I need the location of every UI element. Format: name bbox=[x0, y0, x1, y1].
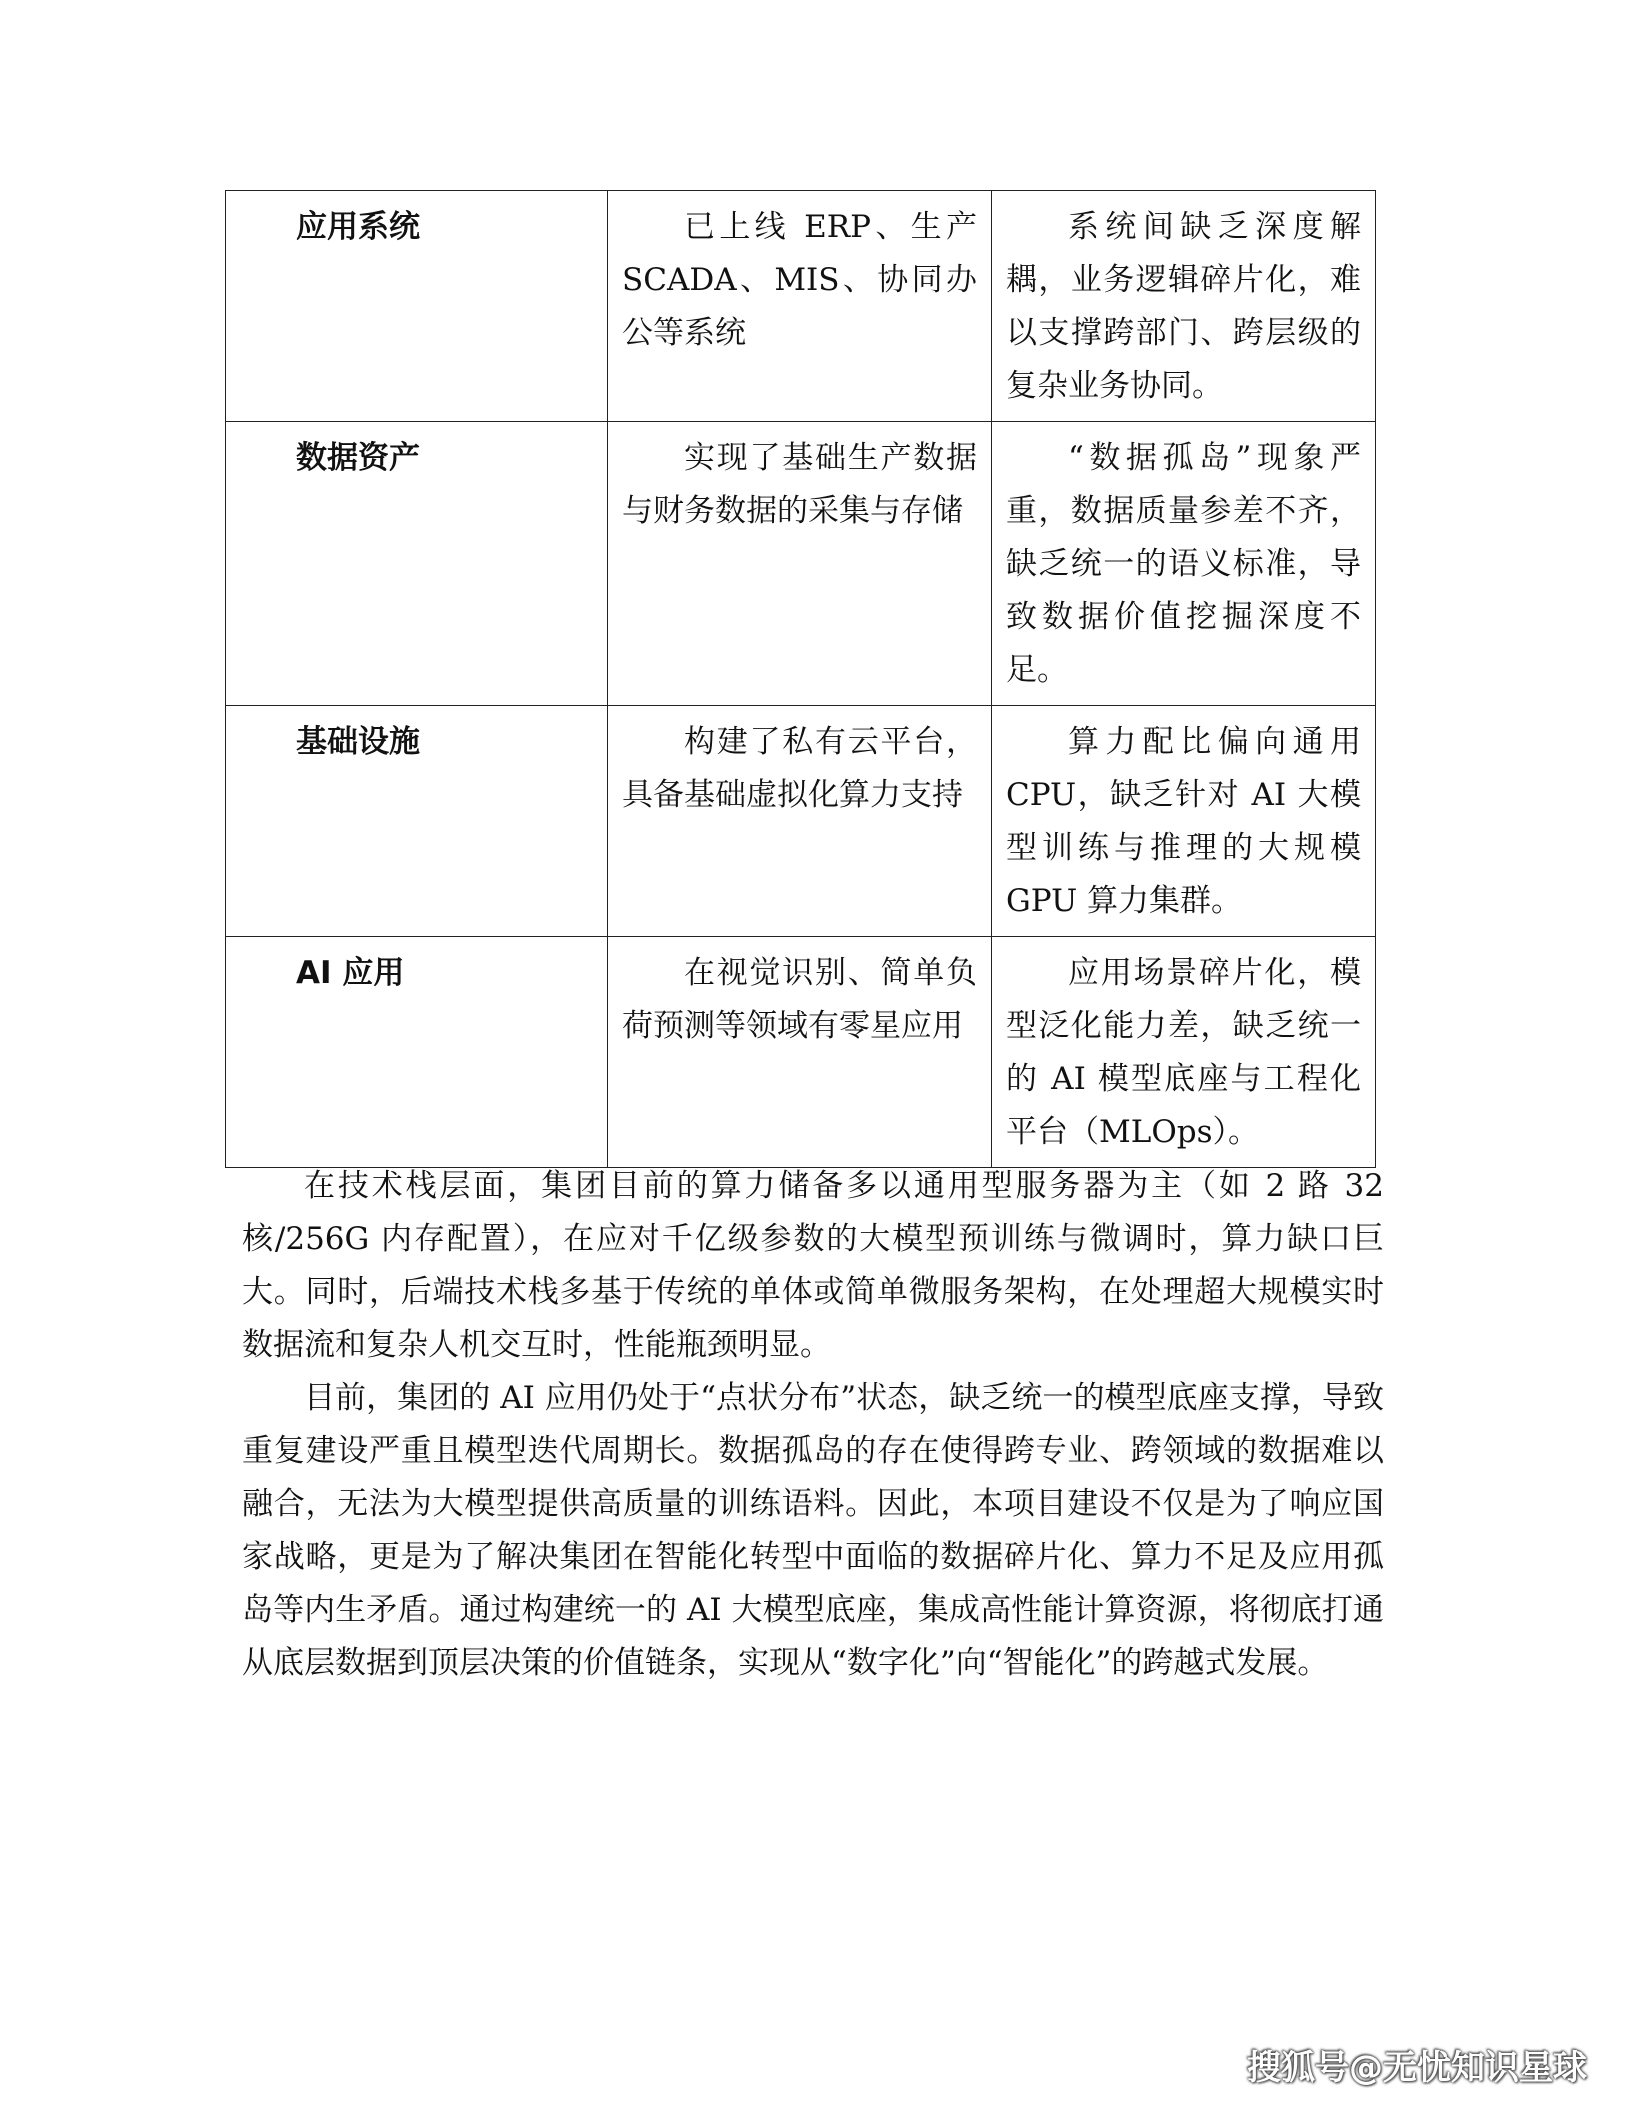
table-row bbox=[226, 191, 1376, 422]
status-table bbox=[225, 190, 1376, 1168]
status-cell: 已上线 ERP、生产SCADA、MIS、协同办公等系统 bbox=[608, 191, 992, 422]
problem-cell: 应用场景碎片化，模型泛化能力差，缺乏统一的 AI 模型底座与工程化平台（MLOps）。 bbox=[992, 937, 1376, 1168]
category-cell: 数据资产 bbox=[226, 422, 608, 706]
status-cell: 构建了私有云平台，具备基础虚拟化算力支持 bbox=[608, 706, 992, 937]
problem-cell: “数据孤岛”现象严重，数据质量参差不齐，缺乏统一的语义标准，导致数据价值挖掘深度不足。 bbox=[992, 422, 1376, 706]
watermark: 搜狐号@无忧知识星球 bbox=[1247, 2048, 1587, 2088]
paragraph: 在技术栈层面，集团目前的算力储备多以通用型服务器为主（如 2 路 32 核/256G 内存配置），在应对千亿级参数的大模型预训练与微调时，算力缺口巨大。同时，后端技术栈多基于传统的单体或简单微服务架构，在处理超大规模实时数据流和复杂人机交互时，性能瓶颈明显。 bbox=[242, 1168, 1384, 1363]
category-cell: 基础设施 bbox=[226, 706, 608, 937]
paragraph: 目前，集团的 AI 应用仍处于“点状分布”状态，缺乏统一的模型底座支撑，导致重复建设严重且模型迭代周期长。数据孤岛的存在使得跨专业、跨领域的数据难以融合，无法为大模型提供高质量的训练语料。因此，本项目建设不仅是为了响应国家战略，更是为了解决集团在智能化转型中面临的数据碎片化、算力不足及应用孤岛等内生矛盾。通过构建统一的 AI 大模型底座，集成高性能计算资源，将彻底打通从底层数据到顶层决策的价值链条，实现从“数字化”向“智能化”的跨越式发展。 bbox=[242, 1380, 1384, 1681]
problem-cell: 算力配比偏向通用 CPU，缺乏针对 AI 大模型训练与推理的大规模 GPU 算力集群。 bbox=[992, 706, 1376, 937]
body-text bbox=[242, 1160, 1384, 1690]
status-cell: 在视觉识别、简单负荷预测等领域有零星应用 bbox=[608, 937, 992, 1168]
table-row bbox=[226, 937, 1376, 1168]
status-cell: 实现了基础生产数据与财务数据的采集与存储 bbox=[608, 422, 992, 706]
table-row bbox=[226, 422, 1376, 706]
problem-cell: 系统间缺乏深度解耦，业务逻辑碎片化，难以支撑跨部门、跨层级的复杂业务协同。 bbox=[992, 191, 1376, 422]
category-cell: AI 应用 bbox=[226, 937, 608, 1168]
table-row bbox=[226, 706, 1376, 937]
category-cell: 应用系统 bbox=[226, 191, 608, 422]
